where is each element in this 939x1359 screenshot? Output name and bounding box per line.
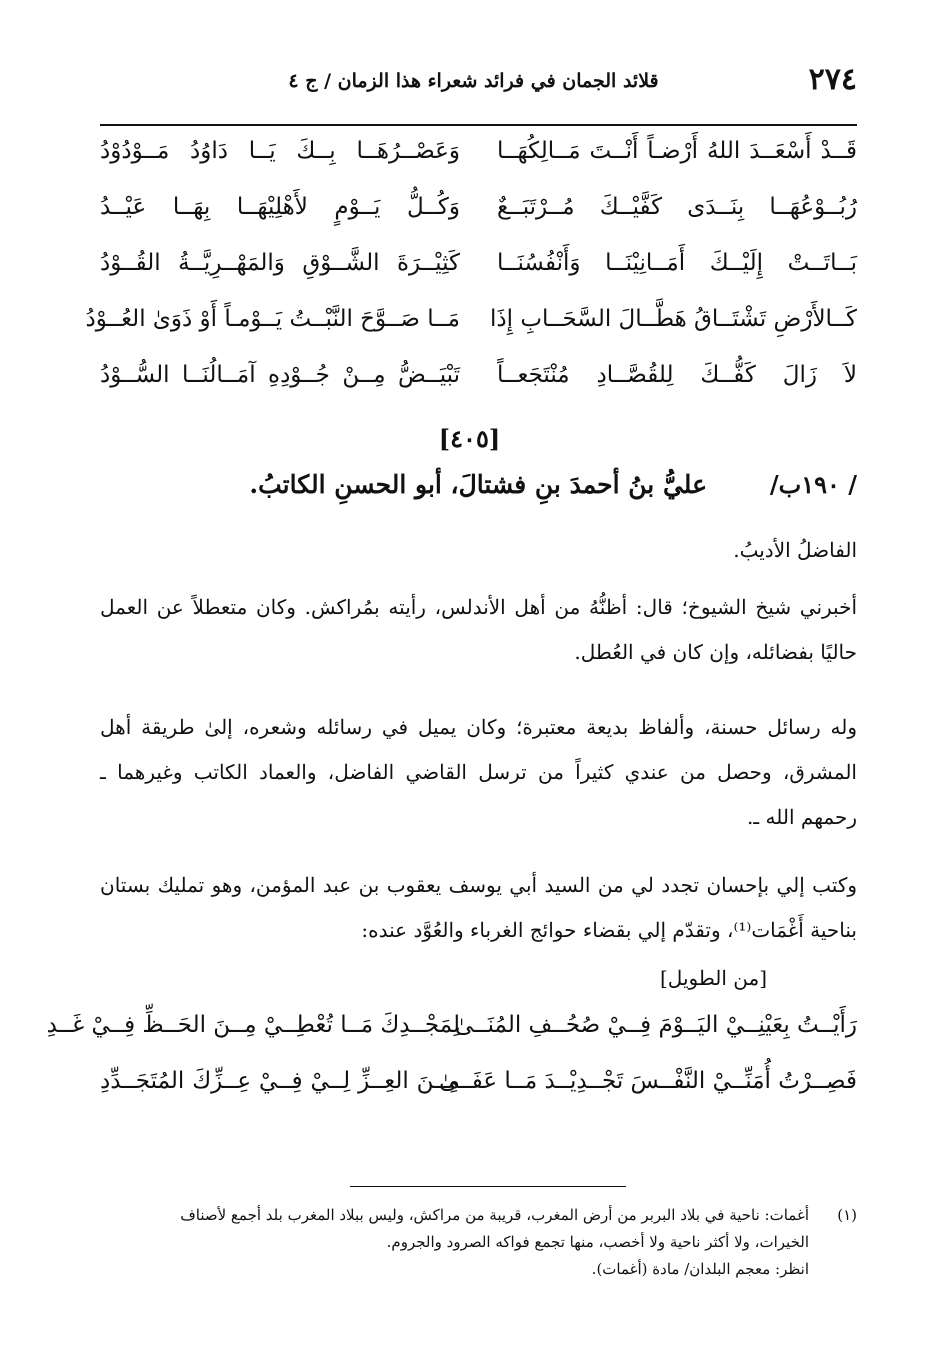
entry-name: عليُّ بنُ أحمدَ بنِ فشتالَ، أبو الحسنِ الكاتبُ.	[249, 470, 707, 499]
entry-number: [٤٠٥]	[438, 424, 501, 453]
paragraph: أخبرني شيخ الشيوخ؛ قال: أظنُّهُ من أهل الأندلس، رأيته بمُراكش. وكان متعطلاً عن العمل حاليًا بفضائله، وإن كان في العُطل.	[100, 595, 857, 664]
verse	[100, 362, 857, 418]
paragraph: وله رسائل حسنة، وألفاظ بديعة معتبرة؛ وكان يميل في رسائله وشعره، إلىٰ طريقة أهل المشرق، وحصل من عندي كثيراً من ترسل القاضي الفاضل، والعماد الكاتب وغيرهما ـ رحمهم الله ـ.	[100, 715, 857, 829]
hemistich-first: رُبُــوْعُهَــا بِنَــدَى كَفَّيْــكَ مُــرْتَبَــعٌ	[497, 194, 857, 220]
poem-top	[85, 138, 857, 418]
poem-bottom	[46, 1012, 857, 1124]
page-number: ٢٧٤	[808, 62, 857, 97]
hemistich-second: مَــا صَــوَّحَ النَّبْــتُ يَــوْمـاً أَوْ ذَوَىٰ العُــوْدُ	[85, 306, 460, 332]
footnote-marker: (١)	[837, 1206, 857, 1224]
page-header	[100, 62, 857, 112]
footnote-body	[100, 1202, 809, 1283]
hemistich-second: وَعَصْــرُهَــا بِــكَ يَــا دَاوُدُ مَــوْدُوْدُ	[100, 138, 460, 164]
hemistich-first: قَــدْ أَسْعَــدَ اللهُ أَرْضـاً أَنْــتَ مَــالِكُهَــا	[497, 138, 857, 164]
footnotes	[100, 1202, 857, 1283]
footnote-line: أغمات: ناحية في بلاد البربر من أرض المغرب، قريبة من مراكش، وليس ببلاد المغرب بلد أجمع لأصناف	[180, 1206, 809, 1224]
hemistich-second: تَبْيَــضُّ مِــنْ جُــوْدِهِ آمَــالُنَــا السُّــوْدُ	[100, 362, 460, 388]
verse	[100, 250, 857, 306]
verse	[100, 194, 857, 250]
hemistich-second: مِــنَ العِــزِّ لِــيْ فِــيْ عِــزِّكَ المُتَجَــدِّدِ	[100, 1068, 460, 1094]
hemistich-first: بَــاتَــتْ إِلَيْــكَ أَمَــانِيْنَــا وَأَنْفُسُنَــا	[497, 250, 857, 276]
verse	[100, 138, 857, 194]
hemistich-second: كَثِيْــرَةَ الشَّــوْقِ وَالمَهْــرِيَّــةُ القُــوْدُ	[100, 250, 460, 276]
running-title: قلائد الجمان في فرائد شعراء هذا الزمان / ج ٤	[288, 70, 659, 92]
hemistich-second: لِمَجْــدِكَ مَــا تُعْطِــيْ مِــنَ الحَــظِّ فِــيْ غَــدِ	[46, 1012, 460, 1038]
verse	[85, 306, 857, 362]
footnote-line: الخيرات، ولا أكثر ناحية ولا أخصب، منها تجمع فواكه الصرود والجروم.	[386, 1233, 809, 1251]
meter-label: [من الطويل]	[660, 966, 768, 990]
entry-heading	[100, 470, 857, 514]
footnote-line: انظر: معجم البلدان/ مادة (أغمات).	[591, 1260, 809, 1278]
hemistich-second: وَكُــلُّ يَــوْمٍ لأَهْلِيْهَــا بِهَــا عَيْــدُ	[100, 194, 460, 220]
footnote-rule	[350, 1186, 626, 1187]
hemistich-first: لاَ زَالَ كَفُّــكَ لِلقُصَّــادِ مُنْتَجَعــاً	[497, 362, 857, 388]
verse	[100, 1068, 857, 1124]
folio-marker: / ١٩٠ب/	[769, 470, 857, 499]
hemistich-first: كَــالأَرْضِ تَشْتَــاقُ هَطَّــالَ السَّحَــابِ إِذَا	[489, 306, 857, 332]
header-rule	[100, 124, 857, 126]
hemistich-first: رَأَيْــتُ بِعَيْنِــيْ اليَــوْمَ فِــيْ صُحُــفِ المُنَــىٰ	[454, 1012, 857, 1038]
epithet: الفاضلُ الأديبُ.	[733, 538, 857, 562]
verse	[46, 1012, 857, 1068]
hemistich-first: فَصِــرْتُ أُمَنِّــيْ النَّفْــسَ تَجْــدِيْــدَ مَــا عَفَــىٰ	[439, 1068, 857, 1094]
paragraph: وكتب إلي بإحسان تجدد لي من السيد أبي يوسف يعقوب بن عبد المؤمن، وهو تمليك بستان بناحية أَغْمَات⁽¹⁾، وتقدّم إلي بقضاء حوائج الغرباء والعُوَّد عنده:	[100, 873, 858, 942]
